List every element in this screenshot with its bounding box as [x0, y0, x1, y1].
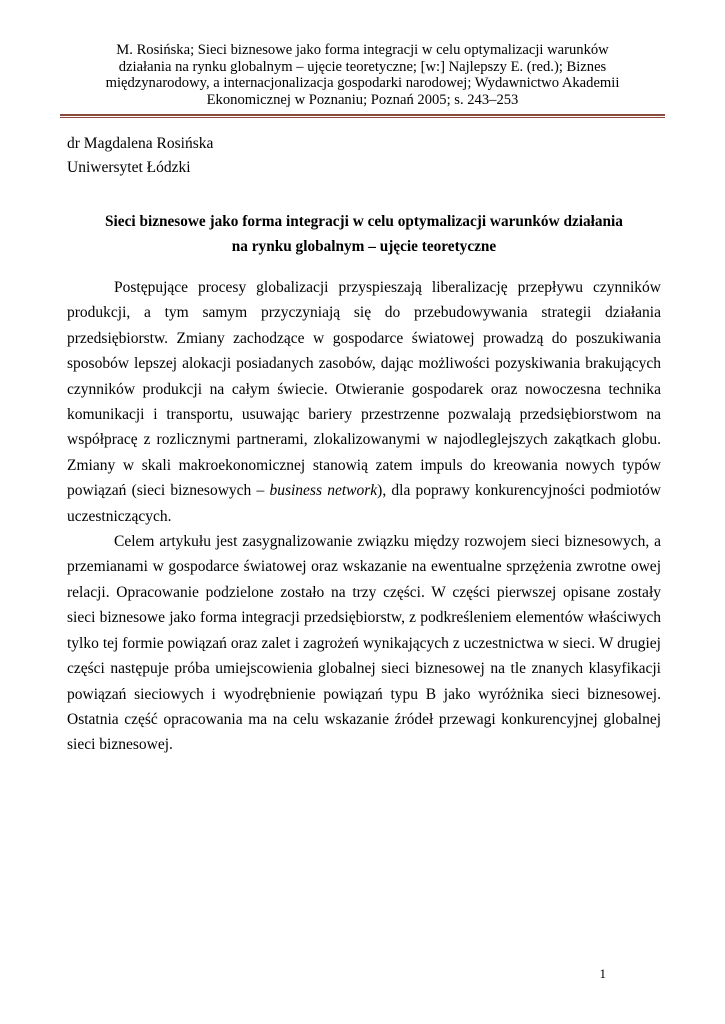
- author-affiliation: Uniwersytet Łódzki: [67, 159, 191, 176]
- citation-header: [60, 42, 665, 108]
- paragraph-1-italic-term: business network: [269, 482, 378, 500]
- author-name: dr Magdalena Rosińska: [67, 135, 214, 152]
- article-title-line-2: na rynku globalnym – ujęcie teoretyczne: [231, 238, 497, 255]
- header-divider: [60, 114, 665, 118]
- citation-line-1: M. Rosińska; Sieci biznesowe jako forma integracji w celu optymalizacji warunków: [116, 42, 609, 58]
- article-title-line-1: Sieci biznesowe jako forma integracji w celu optymalizacji warunków działania: [105, 213, 623, 230]
- author-block: [67, 132, 213, 180]
- citation-line-4: Ekonomicznej w Poznaniu; Poznań 2005; s. 243–253: [206, 91, 519, 108]
- page-number: 1: [599, 966, 606, 981]
- citation-line-2: działania na rynku globalnym – ujęcie teoretyczne; [w:] Najlepszy E. (red.); Biznes: [118, 58, 607, 75]
- article-body: [67, 275, 661, 758]
- citation-line-3: międzynarodowy, a internacjonalizacja gospodarki narodowej; Wydawnictwo Akademii: [105, 75, 620, 91]
- paragraph-2: Celem artykułu jest zasygnalizowanie związku między rozwojem sieci biznesowych, a przemianami w gospodarce światowej oraz wskazanie na ewentualne sprzężenia zwrotne owej relacji. Opracowanie podzielone zostało na trzy części. W części pierwszej opisane zostały sieci biznesowe jako forma integracji przedsiębiorstw, z podkreśleniem elementów właściwych tylko tej formie powiązań oraz zalet i zagrożeń wynikających z uczestnictwa w sieci. W drugiej części następuje próba umiejscowienia globalnej sieci biznesowej na tle znanych klasyfikacji powiązań sieciowych i wyodrębnienie powiązań typu B jako wyróżnika sieci biznesowej. Ostatnia część opracowania ma na celu wskazanie źródeł przewagi konkurencyjnej globalnej sieci biznesowej.: [67, 533, 661, 754]
- article-title: [67, 209, 661, 259]
- paragraph-1-text-a: Postępujące procesy globalizacji przyspieszają liberalizację przepływu czynników produkcji, a tym samym przyczyniają się do przebudowywania strategii działania przedsiębiorstw. Zmiany zachodzące w gospodarce światowej prowadzą do poszukiwania sposobów lepszej alokacji posiadanych zasobów, dając możliwości pozyskiwania brakujących czynników produkcji na całym świecie. Otwieranie gospodarek oraz nowoczesna technika komunikacji i transportu, usuwając bariery przestrzenne pozwalają przedsiębiorstwom na współpracę z rozlicznymi partnerami, zlokalizowanymi w najodleglejszych zakątkach globu. Zmiany w skali makroekonomicznej stanowią zatem impuls do kreowania nowych typów powiązań (sieci biznesowych –: [67, 279, 661, 500]
- paragraph-1-text-b: ), dla poprawy konkurencyjności podmiotów uczestniczących.: [67, 482, 662, 525]
- paragraph-1: [67, 275, 661, 529]
